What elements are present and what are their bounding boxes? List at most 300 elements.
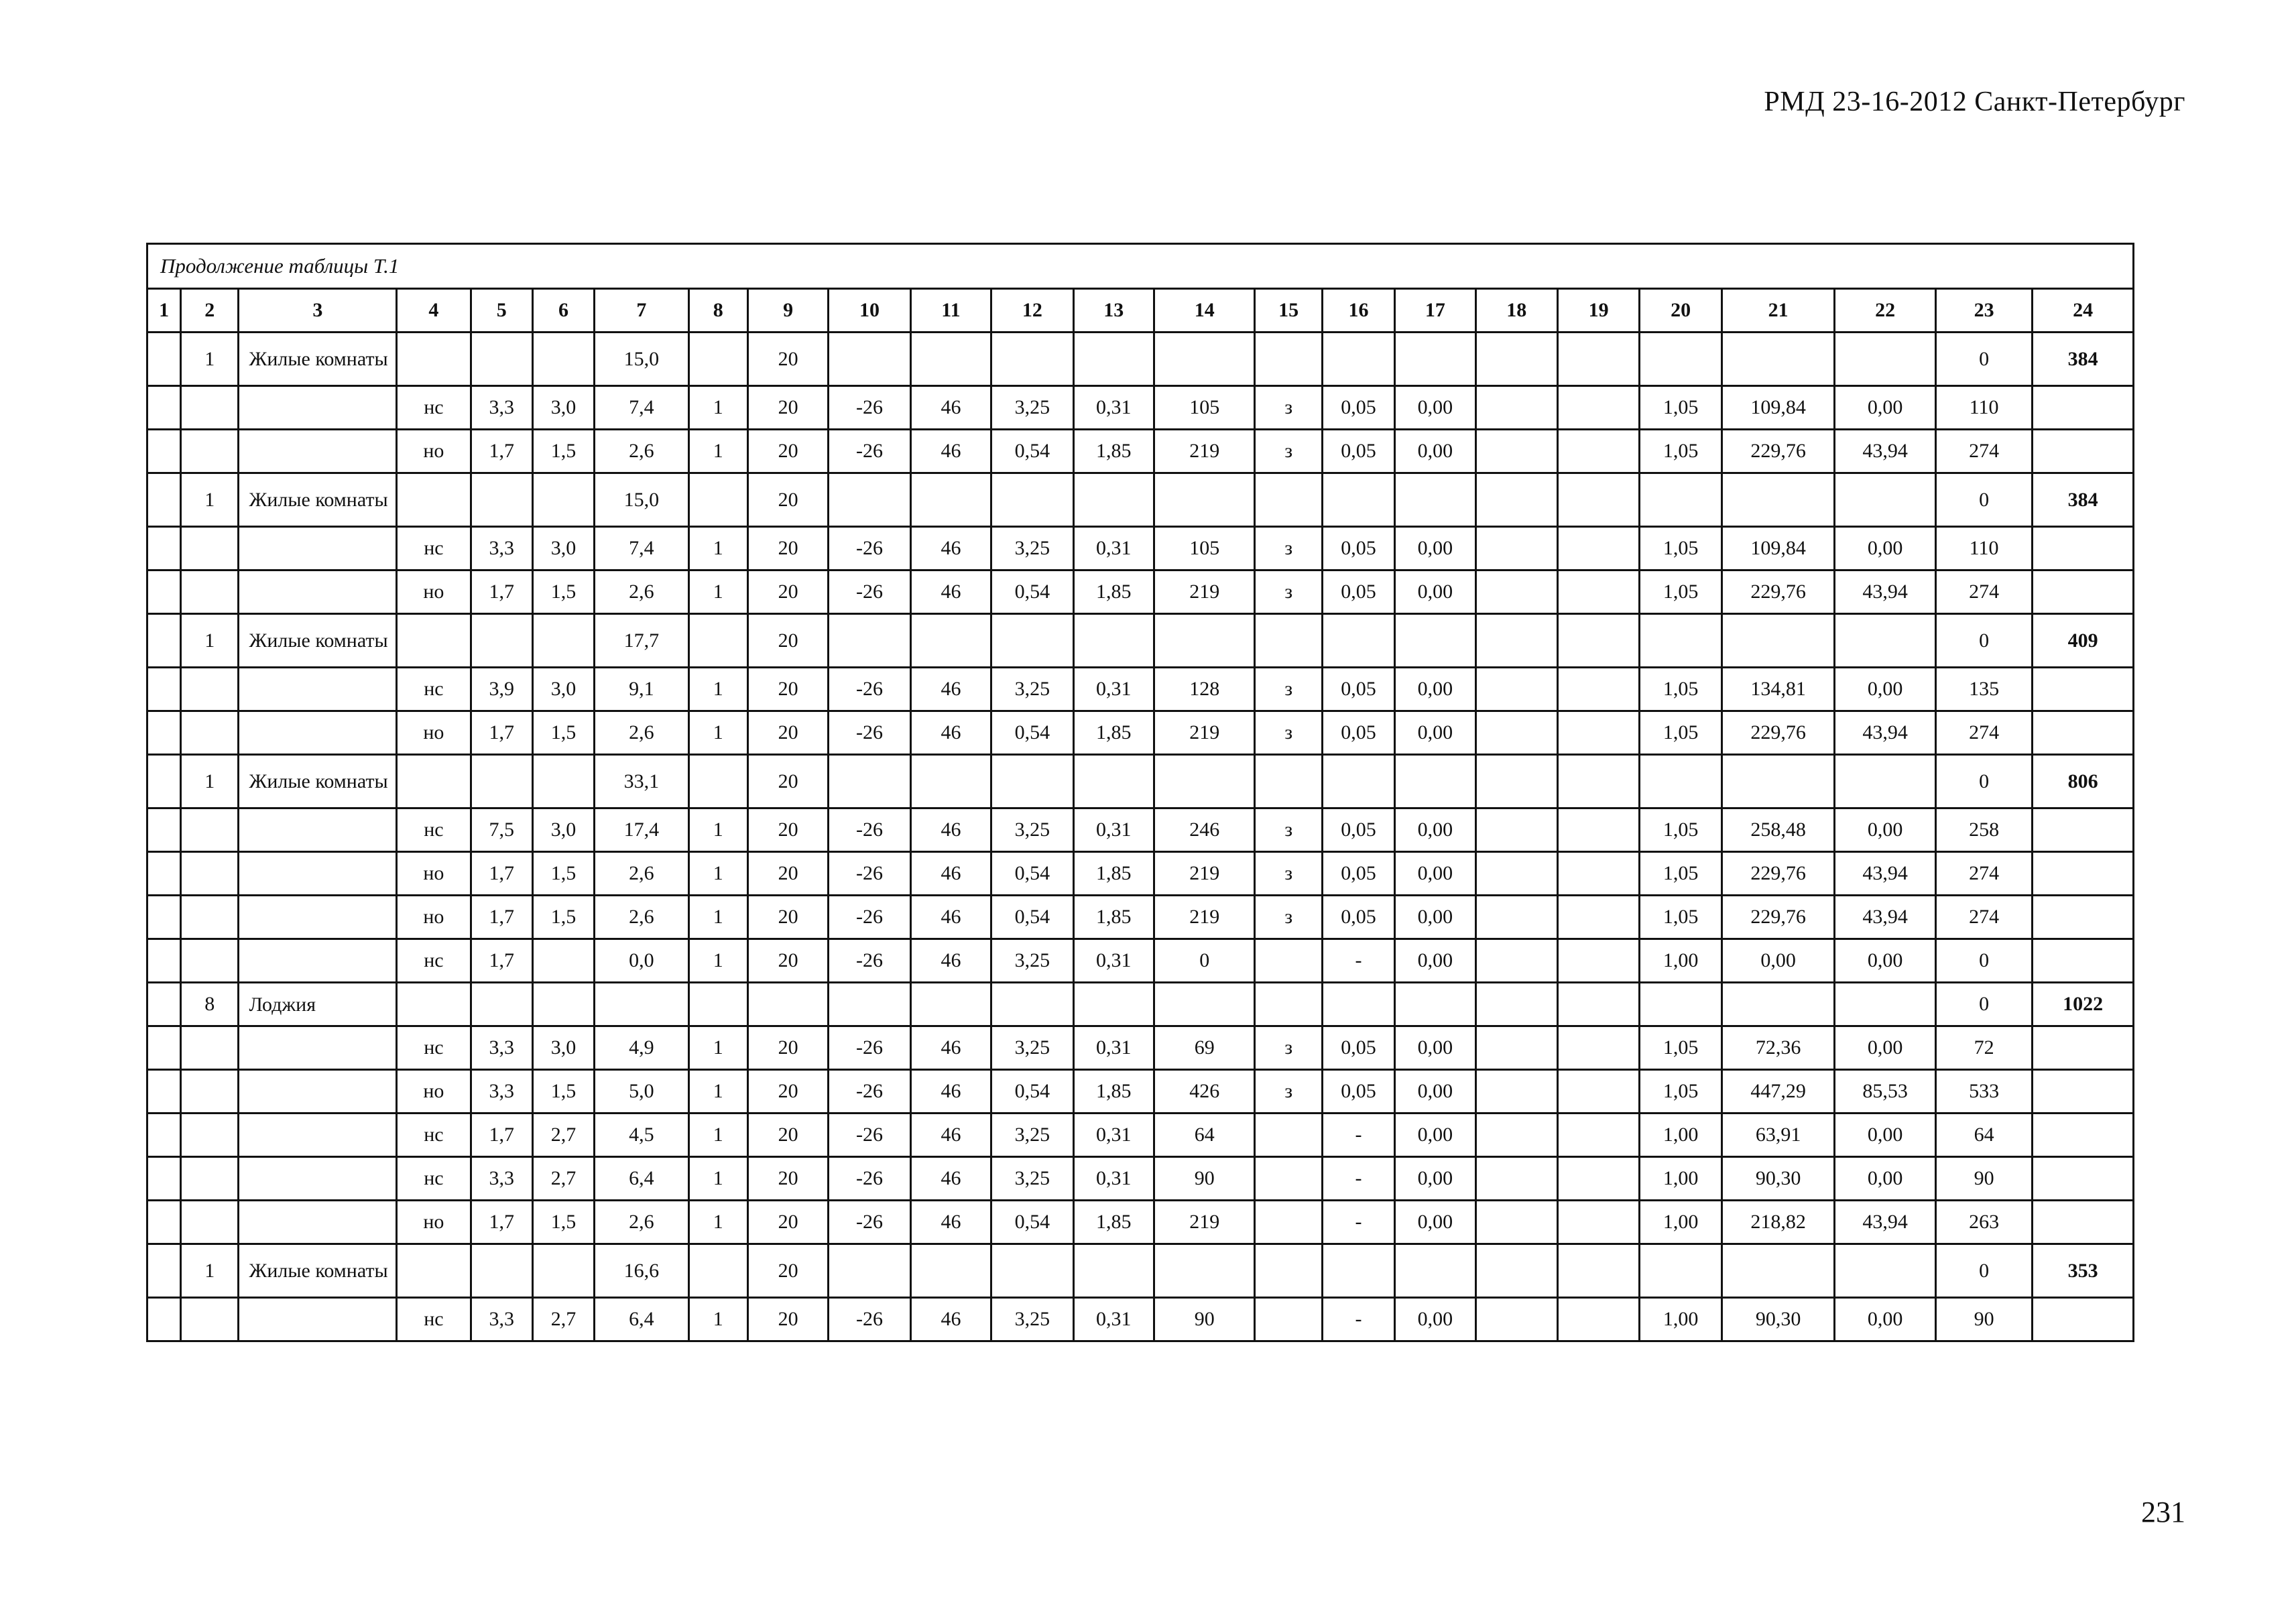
table-cell: 1,5 <box>532 896 594 939</box>
table-cell: 7,5 <box>471 808 532 852</box>
table-cell <box>147 1157 181 1201</box>
table-cell <box>532 473 594 527</box>
table-cell: 4,5 <box>595 1114 688 1157</box>
table-cell <box>1475 386 1557 430</box>
table-cell: 229,76 <box>1721 711 1835 755</box>
table-cell: 1,5 <box>532 1201 594 1244</box>
table-cell: 46 <box>910 896 991 939</box>
table-cell: 1,5 <box>532 570 594 614</box>
table-cell: но <box>397 430 471 473</box>
table-cell: з <box>1255 1026 1322 1070</box>
table-cell: 0,00 <box>1835 1026 1936 1070</box>
table-cell <box>1557 711 1639 755</box>
table-cell: но <box>397 896 471 939</box>
table-cell <box>1475 527 1557 570</box>
table-cell <box>532 614 594 668</box>
table-cell <box>1557 896 1639 939</box>
table-cell: 3,25 <box>991 808 1073 852</box>
table-cell <box>147 711 181 755</box>
table-cell: -26 <box>829 1201 910 1244</box>
table-cell <box>688 333 747 386</box>
table-cell <box>147 1244 181 1298</box>
table-cell <box>1557 1244 1639 1298</box>
table-cell <box>2033 1070 2134 1114</box>
table-cell <box>1395 333 1475 386</box>
table-cell: 229,76 <box>1721 852 1835 896</box>
table-cell <box>1557 1201 1639 1244</box>
table-cell <box>181 386 239 430</box>
table-cell <box>1557 808 1639 852</box>
table-cell <box>829 473 910 527</box>
table-cell <box>181 1201 239 1244</box>
table-cell <box>181 808 239 852</box>
table-cell: 20 <box>747 1026 828 1070</box>
table-cell: 9,1 <box>595 668 688 711</box>
table-cell: 1,05 <box>1640 570 1721 614</box>
table-cell <box>910 755 991 808</box>
table-cell: 0,05 <box>1322 711 1394 755</box>
table-cell <box>147 430 181 473</box>
table-cell <box>1322 755 1394 808</box>
table-cell <box>1475 1070 1557 1114</box>
table-cell <box>471 983 532 1026</box>
table-cell <box>829 983 910 1026</box>
table-cell <box>147 896 181 939</box>
table-cell: -26 <box>829 668 910 711</box>
table-cell: 1 <box>688 896 747 939</box>
table-cell: 1,00 <box>1640 1298 1721 1341</box>
table-cell <box>471 1244 532 1298</box>
column-header: 20 <box>1640 289 1721 333</box>
column-header: 15 <box>1255 289 1322 333</box>
table-cell <box>181 668 239 711</box>
table-cell: 2,6 <box>595 852 688 896</box>
table-cell: 263 <box>1935 1201 2032 1244</box>
table-cell: 3,3 <box>471 1070 532 1114</box>
table-cell: 1,85 <box>1073 430 1154 473</box>
table-cell <box>991 333 1073 386</box>
table-cell <box>2033 1201 2134 1244</box>
table-cell <box>1640 614 1721 668</box>
table-cell <box>1557 430 1639 473</box>
table-cell <box>1835 614 1936 668</box>
table-cell <box>1475 939 1557 983</box>
table-cell: 0 <box>1935 333 2032 386</box>
table-cell <box>181 1026 239 1070</box>
table-cell: 0,00 <box>1395 430 1475 473</box>
table-cell: 3,25 <box>991 527 1073 570</box>
table-cell: 3,25 <box>991 668 1073 711</box>
table-cell: 0,00 <box>1835 808 1936 852</box>
table-cell: 46 <box>910 668 991 711</box>
table-cell: 1,5 <box>532 1070 594 1114</box>
table-cell <box>2033 939 2134 983</box>
table-cell: 90,30 <box>1721 1298 1835 1341</box>
table-cell: 1 <box>688 668 747 711</box>
table-cell: 1 <box>688 1298 747 1341</box>
table-cell: 2,6 <box>595 896 688 939</box>
table-cell: з <box>1255 668 1322 711</box>
table-cell <box>1835 983 1936 1026</box>
table-cell <box>1475 430 1557 473</box>
table-cell: 20 <box>747 473 828 527</box>
table-cell: 3,25 <box>991 386 1073 430</box>
table-cell <box>1835 333 1936 386</box>
table-cell: 20 <box>747 1244 828 1298</box>
table-cell: 1 <box>688 1026 747 1070</box>
table-cell: 0,00 <box>1395 1114 1475 1157</box>
table-cell <box>397 755 471 808</box>
table-cell: 90 <box>1154 1298 1255 1341</box>
table-cell: но <box>397 570 471 614</box>
table-cell <box>239 852 397 896</box>
table-cell <box>1475 333 1557 386</box>
data-table <box>146 243 2134 1342</box>
table-cell <box>147 852 181 896</box>
table-cell: 384 <box>2033 333 2134 386</box>
table-cell: 90 <box>1935 1298 2032 1341</box>
table-cell: 109,84 <box>1721 386 1835 430</box>
table-cell <box>239 808 397 852</box>
table-cell: 1 <box>688 939 747 983</box>
table-cell: 1,5 <box>532 711 594 755</box>
table-cell <box>239 896 397 939</box>
table-cell: 0,05 <box>1322 808 1394 852</box>
table-cell: 3,25 <box>991 1157 1073 1201</box>
table-cell <box>829 1244 910 1298</box>
table-cell: 3,25 <box>991 1114 1073 1157</box>
table-cell: нс <box>397 1114 471 1157</box>
table-cell: 1,85 <box>1073 570 1154 614</box>
table-cell: 0,05 <box>1322 430 1394 473</box>
table-cell <box>595 983 688 1026</box>
table-cell: 1,7 <box>471 430 532 473</box>
table-cell: 258,48 <box>1721 808 1835 852</box>
table-cell <box>181 939 239 983</box>
table-cell <box>688 983 747 1026</box>
table-cell: 1,00 <box>1640 1114 1721 1157</box>
table-cell: 33,1 <box>595 755 688 808</box>
table-cell: 20 <box>747 711 828 755</box>
table-cell: -26 <box>829 1157 910 1201</box>
table-cell: 46 <box>910 430 991 473</box>
table-cell: 20 <box>747 668 828 711</box>
table-cell <box>1475 852 1557 896</box>
table-cell: 63,91 <box>1721 1114 1835 1157</box>
table-cell: 3,3 <box>471 527 532 570</box>
table-cell <box>181 527 239 570</box>
table-cell <box>1475 1201 1557 1244</box>
table-cell: 20 <box>747 333 828 386</box>
table-cell: з <box>1255 570 1322 614</box>
table-cell: 0,54 <box>991 711 1073 755</box>
table-cell <box>1154 333 1255 386</box>
table-cell <box>397 1244 471 1298</box>
table-cell <box>1475 1244 1557 1298</box>
table-cell: 17,4 <box>595 808 688 852</box>
table-row <box>147 711 2134 755</box>
table-cell: 46 <box>910 1026 991 1070</box>
table-cell <box>2033 896 2134 939</box>
table-cell <box>147 808 181 852</box>
table-cell: 0,00 <box>1835 668 1936 711</box>
table-row <box>147 1157 2134 1201</box>
table-cell <box>1640 1244 1721 1298</box>
table-cell: 0,05 <box>1322 668 1394 711</box>
table-cell <box>1835 1244 1936 1298</box>
table-cell: 1 <box>688 570 747 614</box>
table-cell <box>239 1298 397 1341</box>
table-cell <box>471 473 532 527</box>
table-cell: 135 <box>1935 668 2032 711</box>
table-cell: 0,00 <box>1395 386 1475 430</box>
table-cell: 0,00 <box>1835 1114 1936 1157</box>
table-cell: 1 <box>688 1070 747 1114</box>
table-cell <box>1721 755 1835 808</box>
table-cell <box>1475 1114 1557 1157</box>
table-cell: 105 <box>1154 386 1255 430</box>
table-cell <box>1475 755 1557 808</box>
table-cell: 90 <box>1154 1157 1255 1201</box>
table-cell <box>1557 939 1639 983</box>
table-cell <box>1154 1244 1255 1298</box>
table-cell: 219 <box>1154 711 1255 755</box>
table-cell: 20 <box>747 570 828 614</box>
table-cell: 3,25 <box>991 1026 1073 1070</box>
column-header: 17 <box>1395 289 1475 333</box>
table-cell: 219 <box>1154 570 1255 614</box>
table-cell <box>1640 333 1721 386</box>
table-cell: 3,9 <box>471 668 532 711</box>
table-cell: 20 <box>747 1157 828 1201</box>
table-cell <box>747 983 828 1026</box>
table-cell: 1 <box>688 386 747 430</box>
table-cell: 43,94 <box>1835 1201 1936 1244</box>
table-cell: Жилые комнаты <box>239 473 397 527</box>
table-cell <box>181 1298 239 1341</box>
table-cell <box>532 1244 594 1298</box>
table-cell <box>1154 614 1255 668</box>
table-cell: -26 <box>829 1070 910 1114</box>
table-cell: 1,7 <box>471 1201 532 1244</box>
table-cell: нс <box>397 808 471 852</box>
table-row <box>147 333 2134 386</box>
table-cell: 3,0 <box>532 808 594 852</box>
table-cell <box>1255 1157 1322 1201</box>
table-cell <box>991 755 1073 808</box>
table-cell <box>2033 570 2134 614</box>
table-cell: 409 <box>2033 614 2134 668</box>
table-cell <box>1073 983 1154 1026</box>
table-row <box>147 614 2134 668</box>
table-cell: 0,00 <box>1835 939 1936 983</box>
table-cell: 2,7 <box>532 1157 594 1201</box>
table-cell <box>181 1114 239 1157</box>
table-cell: 2,6 <box>595 570 688 614</box>
table-row <box>147 430 2134 473</box>
table-cell: 46 <box>910 1157 991 1201</box>
table-cell: -26 <box>829 808 910 852</box>
table-cell: 4,9 <box>595 1026 688 1070</box>
table-cell <box>1255 614 1322 668</box>
table-cell <box>147 614 181 668</box>
table-cell <box>532 333 594 386</box>
table-cell: 1,05 <box>1640 430 1721 473</box>
table-cell <box>147 473 181 527</box>
table-cell <box>2033 1157 2134 1201</box>
table-cell: 1,05 <box>1640 896 1721 939</box>
table-cell: 15,0 <box>595 333 688 386</box>
table-cell <box>2033 1114 2134 1157</box>
table-cell: 128 <box>1154 668 1255 711</box>
table-cell <box>1322 473 1394 527</box>
table-cell: 0,00 <box>1395 852 1475 896</box>
table-cell <box>1322 1244 1394 1298</box>
table-cell <box>2033 852 2134 896</box>
table-cell: 219 <box>1154 430 1255 473</box>
table-cell <box>1475 896 1557 939</box>
table-cell <box>147 668 181 711</box>
table-cell: 0 <box>1935 939 2032 983</box>
table-cell <box>1475 808 1557 852</box>
table-cell: 46 <box>910 808 991 852</box>
table-cell: 0,31 <box>1073 1157 1154 1201</box>
column-header: 1 <box>147 289 181 333</box>
table-cell <box>688 755 747 808</box>
table-cell: 1,00 <box>1640 939 1721 983</box>
table-cell: 246 <box>1154 808 1255 852</box>
table-cell: 15,0 <box>595 473 688 527</box>
column-header: 10 <box>829 289 910 333</box>
table-cell: 0,05 <box>1322 527 1394 570</box>
table-row <box>147 1114 2134 1157</box>
table-cell: 0,54 <box>991 1201 1073 1244</box>
table-cell <box>1073 755 1154 808</box>
table-cell <box>1255 983 1322 1026</box>
table-cell: 218,82 <box>1721 1201 1835 1244</box>
table-cell: -26 <box>829 939 910 983</box>
table-cell: 20 <box>747 755 828 808</box>
table-cell: 0 <box>1154 939 1255 983</box>
table-cell <box>910 1244 991 1298</box>
table-cell: Лоджия <box>239 983 397 1026</box>
table-cell: 3,25 <box>991 1298 1073 1341</box>
table-cell: 0,31 <box>1073 668 1154 711</box>
table-cell <box>147 1114 181 1157</box>
table-cell <box>910 983 991 1026</box>
table-cell: 46 <box>910 1298 991 1341</box>
table-cell: нс <box>397 1026 471 1070</box>
table-cell <box>147 1026 181 1070</box>
table-cell <box>147 386 181 430</box>
table-cell <box>1255 1114 1322 1157</box>
table-cell: 43,94 <box>1835 852 1936 896</box>
table-cell <box>1395 983 1475 1026</box>
table-cell: 0,00 <box>1395 1298 1475 1341</box>
table-cell: 72 <box>1935 1026 2032 1070</box>
table-cell: 353 <box>2033 1244 2134 1298</box>
table-cell: 20 <box>747 386 828 430</box>
table-cell <box>1557 333 1639 386</box>
table-cell: 2,7 <box>532 1298 594 1341</box>
table-cell: 0,0 <box>595 939 688 983</box>
table-row <box>147 1201 2134 1244</box>
table-cell <box>2033 386 2134 430</box>
table-cell <box>1721 983 1835 1026</box>
table-cell <box>397 983 471 1026</box>
table-cell <box>239 1157 397 1201</box>
table-cell <box>239 1114 397 1157</box>
table-cell <box>239 1201 397 1244</box>
column-header: 24 <box>2033 289 2134 333</box>
column-header: 9 <box>747 289 828 333</box>
table-cell <box>1835 473 1936 527</box>
table-cell <box>1255 939 1322 983</box>
table-cell: 3,0 <box>532 1026 594 1070</box>
table-cell: 426 <box>1154 1070 1255 1114</box>
table-cell <box>1557 668 1639 711</box>
table-cell <box>1557 1070 1639 1114</box>
table-cell: 0,54 <box>991 852 1073 896</box>
table-cell <box>239 527 397 570</box>
table-cell: -26 <box>829 386 910 430</box>
table-cell <box>1073 333 1154 386</box>
table-cell: 1 <box>688 1201 747 1244</box>
table-cell: 6,4 <box>595 1157 688 1201</box>
table-cell <box>1557 1298 1639 1341</box>
table-cell: 1,05 <box>1640 1070 1721 1114</box>
table-cell <box>239 570 397 614</box>
table-cell: - <box>1322 1157 1394 1201</box>
table-cell: 2,7 <box>532 1114 594 1157</box>
table-cell: - <box>1322 1201 1394 1244</box>
column-header: 11 <box>910 289 991 333</box>
table-cell: 1,05 <box>1640 527 1721 570</box>
table-cell <box>1475 1026 1557 1070</box>
table-cell <box>1557 983 1639 1026</box>
table-cell <box>147 983 181 1026</box>
table-cell <box>1640 755 1721 808</box>
table-row <box>147 755 2134 808</box>
table-cell: 1 <box>181 755 239 808</box>
table-cell: 8 <box>181 983 239 1026</box>
table-cell: 0,00 <box>1395 1026 1475 1070</box>
table-cell <box>1322 614 1394 668</box>
table-cell: -26 <box>829 711 910 755</box>
table-cell: 2,6 <box>595 430 688 473</box>
table-cell: 1,7 <box>471 896 532 939</box>
table-cell: 1 <box>688 711 747 755</box>
table-cell <box>471 333 532 386</box>
table-cell: 0,00 <box>1395 1070 1475 1114</box>
table-cell: 105 <box>1154 527 1255 570</box>
table-cell: 20 <box>747 852 828 896</box>
table-cell: 0,00 <box>1395 896 1475 939</box>
table-cell <box>1557 473 1639 527</box>
table-cell: -26 <box>829 430 910 473</box>
table-cell: 2,6 <box>595 711 688 755</box>
table-cell: 1 <box>688 1114 747 1157</box>
column-header: 21 <box>1721 289 1835 333</box>
column-header: 6 <box>532 289 594 333</box>
table-cell: нс <box>397 386 471 430</box>
table-cell: 6,4 <box>595 1298 688 1341</box>
table-cell <box>2033 711 2134 755</box>
table-cell: з <box>1255 852 1322 896</box>
table-cell: 0,54 <box>991 570 1073 614</box>
table-cell: 0 <box>1935 1244 2032 1298</box>
table-cell <box>1557 1157 1639 1201</box>
